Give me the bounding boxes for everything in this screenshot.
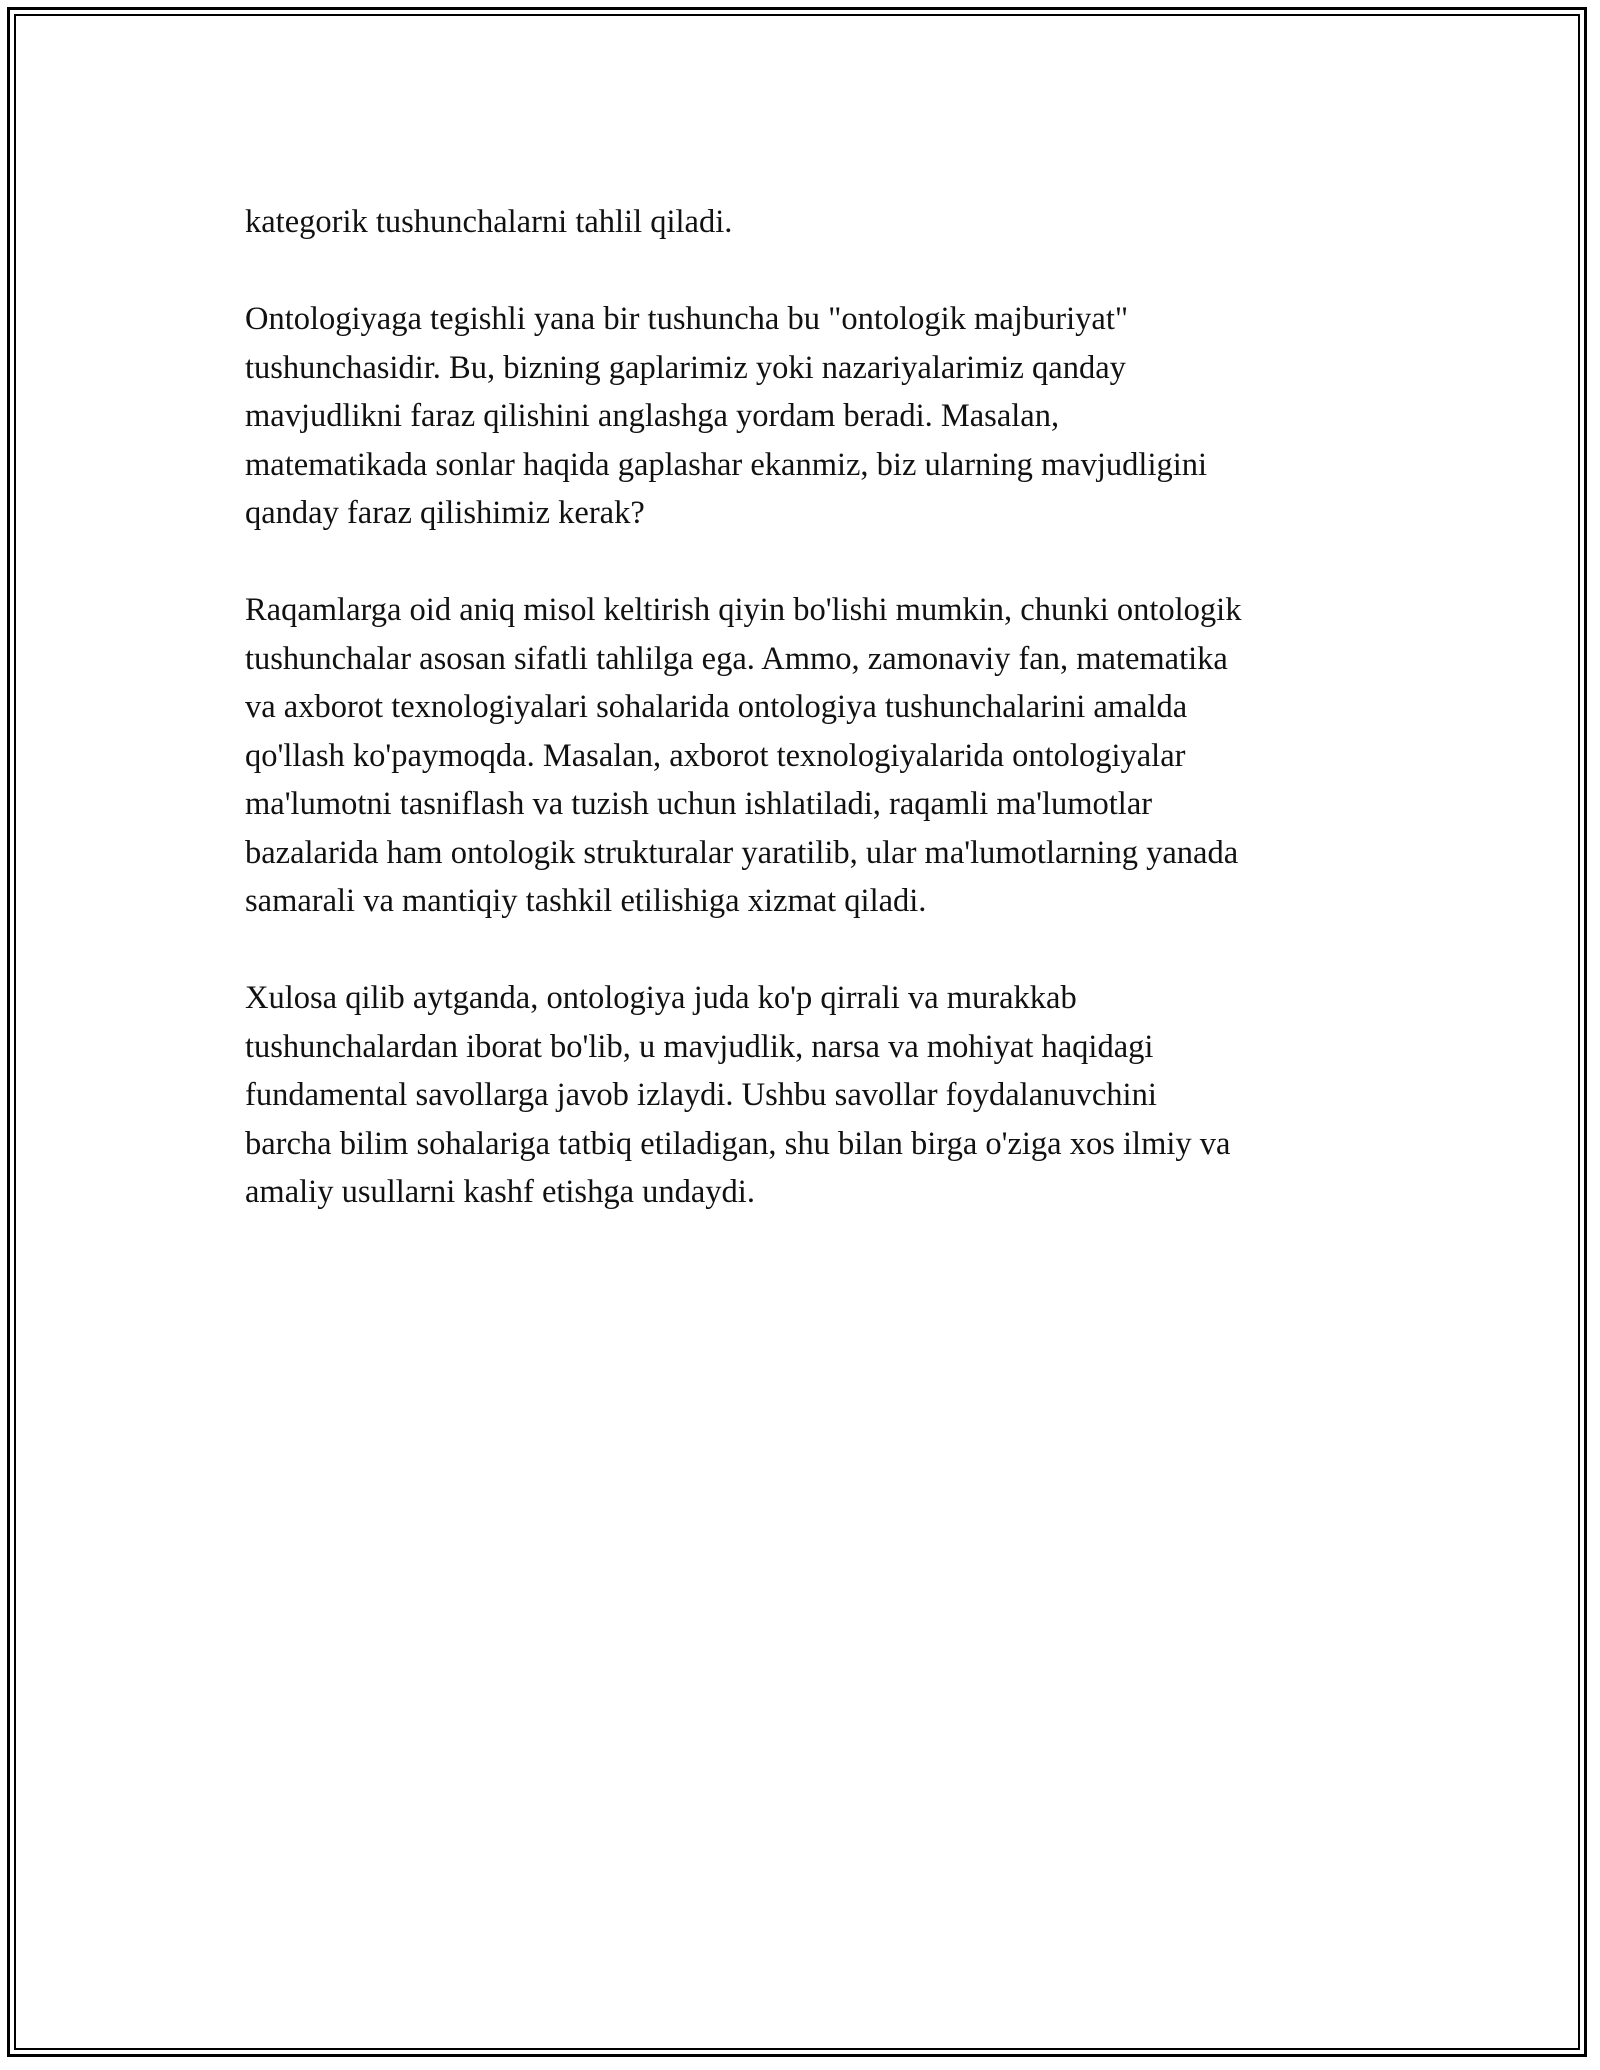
paragraph-3: Raqamlarga oid aniq misol keltirish qiyin bo'lishi mumkin, chunki ontologik tushunchalar asosan sifatli tahlilga ega. Ammo, zamonaviy fan, matematika va axborot texnologiyalari sohalarida ontologiya tushunchalarini amalda qo'llash ko'paymoqda. Masalan, axborot texnologiyalarida ontologiyalar ma'lumotni tasniflash va tuzish uchun ishlatiladi, raqamli ma'lumotlar bazalarida ham ontologik strukturalar yaratilib, ular ma'lumotlarning yanada samarali va mantiqiy tashkil etilishiga xizmat qiladi. [245, 592, 1242, 919]
paragraph-2: Ontologiyaga tegishli yana bir tushuncha bu "ontologik majburiyat" tushunchasidir. Bu, bizning gaplarimiz yoki nazariyalarimiz qanday mavjudlikni faraz qilishini anglashga yordam beradi. Masalan, matematikada sonlar haqida gaplashar ekanmiz, biz ularning mavjudligini qanday faraz qilishimiz kerak? [245, 301, 1208, 531]
paragraph-4: Xulosa qilib aytganda, ontologiya juda ko'p qirrali va murakkab tushunchalardan iborat bo'lib, u mavjudlik, narsa va mohiyat haqidagi fundamental savollarga javob izlaydi. Ushbu savollar foydalanuvchini barcha bilim sohalariga tatbiq etiladigan, shu bilan birga o'ziga xos ilmiy va amaliy usullarni kashf etishga undaydi. [245, 980, 1231, 1210]
paragraph-1: kategorik tushunchalarni tahlil qiladi. [245, 204, 733, 240]
document-body [245, 198, 1385, 1265]
page-frame [7, 7, 1587, 2057]
